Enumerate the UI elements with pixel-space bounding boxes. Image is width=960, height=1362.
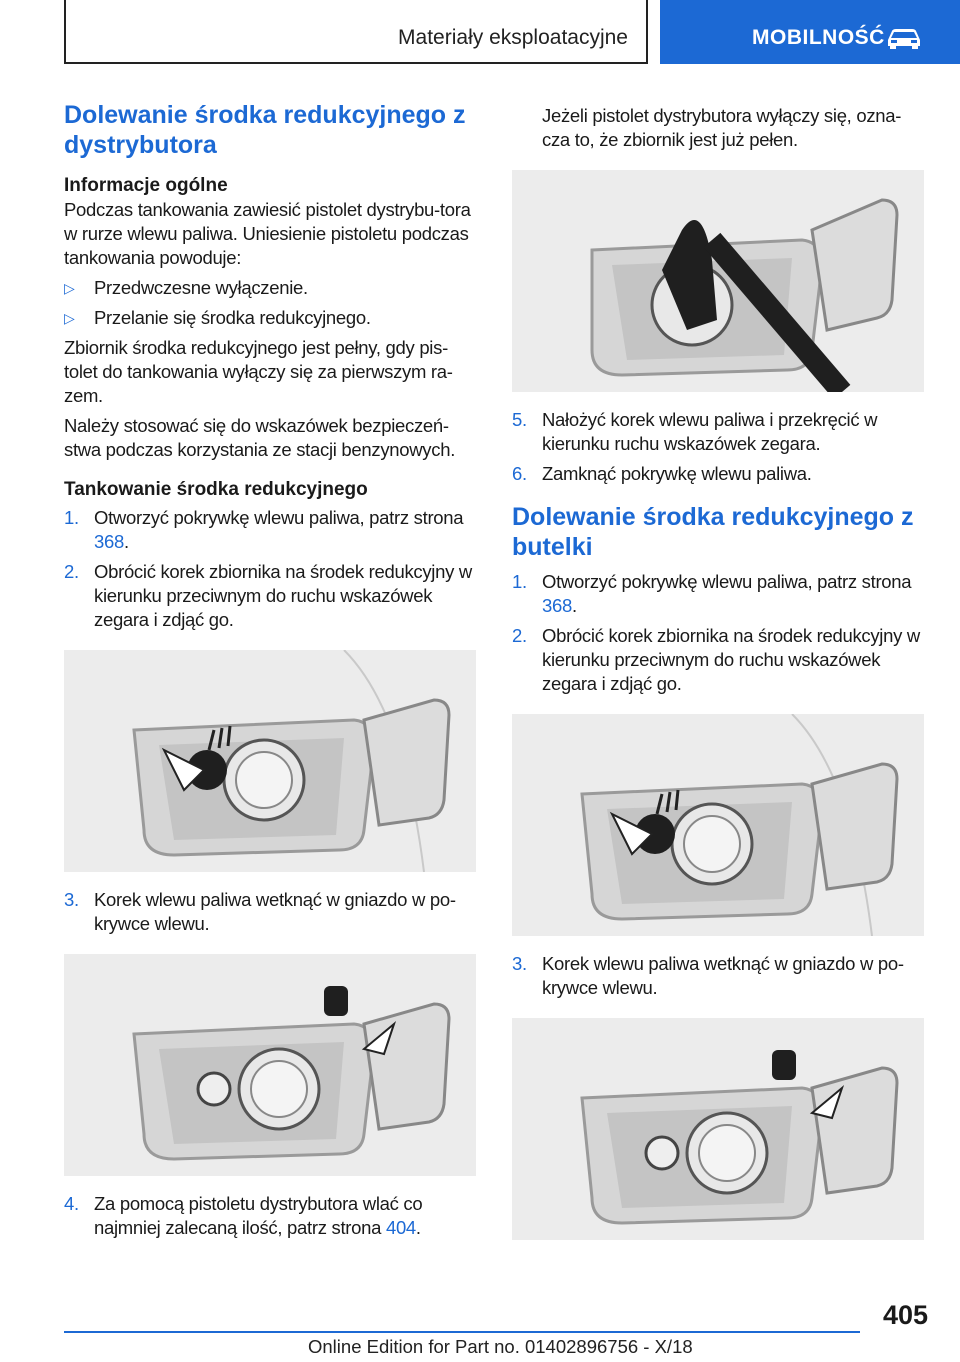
filler-cap-stored-image-2 — [512, 1018, 924, 1240]
page-number: 405 — [882, 1300, 928, 1330]
step-item: 1. Otworzyć pokrywkę wlewu paliwa, patrz strona 368. — [512, 571, 912, 616]
triangle-bullet-icon: ▷ — [64, 310, 75, 326]
bullet-item: ▷ Przedwczesne wyłączenie. — [64, 277, 308, 298]
step-item: 3. Korek wlewu paliwa wetknąć w gniazdo w po-krywce wlewu. — [64, 889, 456, 934]
footer-edition: Online Edition for Part no. 01402896756 - X/18 — [308, 1336, 693, 1357]
step-item: 5. Nałożyć korek wlewu paliwa i przekręcić w kierunku ruchu wskazówek zegara. — [512, 409, 878, 454]
car-icon — [884, 26, 924, 55]
full-tank-paragraph: Zbiornik środka redukcyjnego jest pełny, gdy pis-tolet do tankowania wyłączy się za pierwszym ra-zem. — [64, 337, 453, 406]
general-heading: Informacje ogólne — [64, 175, 228, 196]
step-item: 2. Obrócić korek zbiornika na środek redukcyjny w kierunku przeciwnym do ruchu wskazówek zegara i zdjąć go. — [64, 561, 472, 630]
footer-divider — [64, 1331, 860, 1333]
triangle-bullet-icon: ▷ — [64, 280, 75, 296]
general-paragraph: Podczas tankowania zawiesić pistolet dystrybu-tora w rurze wlewu paliwa. Uniesienie pistoletu podczas tankowania powoduje: — [64, 199, 471, 268]
step-item: 4. Za pomocą pistoletu dystrybutora wlać co najmniej zalecaną ilość, patrz strona 404. — [64, 1193, 423, 1238]
bottle-section-title: Dolewanie środka redukcyjnego z butelki — [512, 503, 914, 561]
section-title: Dolewanie środka redukcyjnego z dystrybutora — [64, 101, 466, 159]
filler-cap-image-2 — [512, 714, 924, 936]
step-item: 2. Obrócić korek zbiornika na środek redukcyjny w kierunku przeciwnym do ruchu wskazówek zegara i zdjąć go. — [512, 625, 920, 694]
step-item: 1. Otworzyć pokrywkę wlewu paliwa, patrz strona 368. — [64, 507, 464, 552]
step-item: 3. Korek wlewu paliwa wetknąć w gniazdo w po-krywce wlewu. — [512, 953, 904, 998]
page-link[interactable]: 404 — [385, 1217, 416, 1238]
right-column — [512, 100, 924, 1256]
page-link[interactable]: 368 — [94, 531, 124, 552]
header-chapter-tab[interactable] — [660, 0, 960, 64]
filler-cap-image — [64, 650, 476, 872]
filler-cap-stored-image — [64, 954, 476, 1176]
header-section-title: Materiały eksploatacyjne — [398, 26, 628, 49]
pump-full-paragraph: Jeżeli pistolet dystrybutora wyłączy się, ozna-cza to, że zbiornik jest już pełen. — [542, 105, 902, 150]
page-link[interactable]: 368 — [542, 595, 572, 616]
nozzle-image — [512, 170, 924, 392]
refuel-heading: Tankowanie środka redukcyjnego — [64, 479, 368, 500]
header-chapter-label: MOBILNOŚĆ — [752, 26, 885, 49]
bullet-item: ▷ Przelanie się środka redukcyjnego. — [64, 307, 371, 328]
safety-paragraph: Należy stosować się do wskazówek bezpieczeń-stwa podczas korzystania ze stacji benzynowych. — [64, 415, 456, 460]
step-item: 6. Zamknąć pokrywkę wlewu paliwa. — [512, 463, 812, 484]
left-column — [64, 100, 476, 1246]
